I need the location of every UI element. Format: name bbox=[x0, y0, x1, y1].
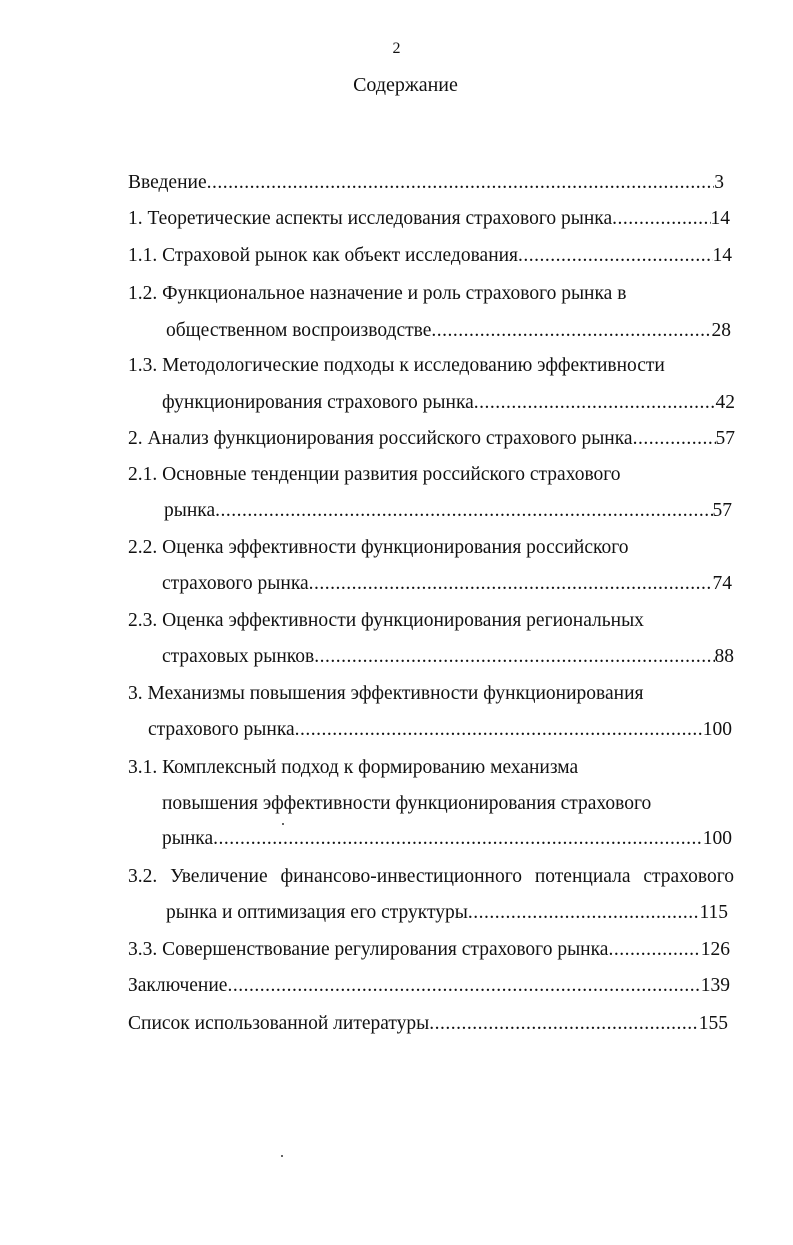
toc-leader bbox=[207, 170, 715, 196]
toc-entry-continuation[interactable] bbox=[162, 791, 651, 817]
toc-entry-title: рынка bbox=[164, 500, 216, 521]
toc-entry-word: 3.2. bbox=[128, 866, 158, 887]
toc-page-number: 88 bbox=[714, 646, 734, 667]
page-title: Содержание bbox=[353, 74, 458, 96]
toc-entry-title: Введение bbox=[128, 172, 207, 193]
toc-entry-heading[interactable] bbox=[128, 681, 643, 707]
toc-entry-continuation[interactable] bbox=[162, 826, 732, 852]
toc-leader bbox=[429, 1011, 698, 1037]
toc-leader bbox=[314, 644, 714, 670]
toc-entry[interactable] bbox=[128, 243, 732, 269]
toc-entry-title: страхового рынка bbox=[162, 573, 309, 594]
toc-entry-continuation[interactable] bbox=[162, 571, 732, 597]
toc-leader bbox=[431, 318, 711, 344]
toc-leader bbox=[213, 826, 703, 852]
toc-entry-title: 2.2. Оценка эффективности функционирования российского bbox=[128, 537, 629, 558]
toc-page-number: 126 bbox=[700, 939, 730, 960]
toc-entry-word: потенциала bbox=[534, 866, 631, 887]
toc-page-number: 100 bbox=[702, 719, 732, 740]
toc-entry-title: 2.3. Оценка эффективности функционирования региональных bbox=[128, 610, 644, 631]
toc-page-number: 115 bbox=[699, 902, 728, 923]
toc-page-number: 57 bbox=[715, 428, 735, 449]
toc-entry[interactable] bbox=[128, 973, 730, 999]
toc-entry[interactable] bbox=[128, 206, 730, 232]
toc-entry-word: финансово-инвестиционного bbox=[280, 866, 522, 887]
toc-page-number: 100 bbox=[702, 828, 732, 849]
toc-entry-continuation[interactable] bbox=[148, 717, 732, 743]
toc-entry[interactable] bbox=[128, 1011, 728, 1037]
toc-entry-title: функционирования страхового рынка bbox=[162, 392, 474, 413]
scan-speck bbox=[281, 1155, 283, 1157]
toc-entry-continuation[interactable] bbox=[164, 498, 732, 524]
toc-entry-title: 1.3. Методологические подходы к исследованию эффективности bbox=[128, 355, 665, 376]
toc-entry[interactable] bbox=[128, 170, 724, 196]
toc-leader bbox=[474, 390, 716, 416]
toc-entry[interactable] bbox=[128, 937, 730, 963]
toc-page-number: 3 bbox=[714, 172, 724, 193]
toc-entry-word: Увеличение bbox=[170, 866, 268, 887]
toc-entry-heading[interactable] bbox=[128, 608, 644, 634]
toc-leader bbox=[633, 426, 716, 452]
toc-entry-title: повышения эффективности функционирования страхового bbox=[162, 793, 652, 814]
toc-page-number: 14 bbox=[710, 208, 730, 229]
toc-entry-continuation[interactable] bbox=[162, 644, 734, 670]
toc-page-number: 14 bbox=[712, 245, 732, 266]
toc-entry-heading[interactable] bbox=[128, 864, 734, 890]
toc-entry-title: общественном воспроизводстве bbox=[166, 320, 432, 341]
toc-entry-title: 1.1. Страховой рынок как объект исследования bbox=[128, 245, 519, 266]
toc-leader bbox=[518, 243, 712, 269]
page-number: 2 bbox=[392, 40, 401, 57]
toc-entry-continuation[interactable] bbox=[162, 390, 735, 416]
toc-entry-title: Список использованной литературы bbox=[128, 1013, 430, 1034]
toc-entry-title: страхового рынка bbox=[148, 719, 295, 740]
toc-page-number: 139 bbox=[700, 975, 730, 996]
toc-leader bbox=[295, 717, 703, 743]
toc-page-number: 28 bbox=[711, 320, 731, 341]
toc-entry-title: 1.2. Функциональное назначение и роль страхового рынка в bbox=[128, 283, 627, 304]
toc-page-number: 155 bbox=[698, 1013, 728, 1034]
toc-leader bbox=[309, 571, 713, 597]
toc-entry-title: 3.3. Совершенствование регулирования страхового рынка bbox=[128, 939, 609, 960]
toc-entry-title: рынка и оптимизация его структуры bbox=[166, 902, 468, 923]
toc-entry-continuation[interactable] bbox=[166, 900, 728, 926]
toc-entry-title: рынка bbox=[162, 828, 214, 849]
toc-entry-heading[interactable] bbox=[128, 353, 665, 379]
toc-leader bbox=[215, 498, 712, 524]
toc-leader bbox=[468, 900, 700, 926]
toc-entry-continuation[interactable] bbox=[166, 318, 731, 344]
toc-page-number: 42 bbox=[715, 392, 735, 413]
toc-page-number: 57 bbox=[712, 500, 732, 521]
toc-entry-title: 3.1. Комплексный подход к формированию механизма bbox=[128, 757, 579, 778]
toc-entry-title: 2. Анализ функционирования российского страхового рынка bbox=[128, 428, 633, 449]
toc-leader bbox=[612, 206, 710, 232]
toc-entry-heading[interactable] bbox=[128, 281, 626, 307]
toc-entry-title: 2.1. Основные тенденции развития российского страхового bbox=[128, 464, 621, 485]
scan-speck bbox=[282, 823, 284, 825]
toc-page-number: 74 bbox=[712, 573, 732, 594]
toc-leader bbox=[227, 973, 700, 999]
toc-entry-title: 1. Теоретические аспекты исследования страхового рынка bbox=[128, 208, 613, 229]
toc-entry-word: страхового bbox=[643, 866, 734, 887]
toc-entry-heading[interactable] bbox=[128, 755, 578, 781]
toc-entry[interactable] bbox=[128, 426, 735, 452]
toc-entry-heading[interactable] bbox=[128, 535, 629, 561]
toc-entry-heading[interactable] bbox=[128, 462, 621, 488]
toc-entry-title: Заключение bbox=[128, 975, 228, 996]
toc-leader bbox=[608, 937, 700, 963]
toc-entry-title: страховых рынков bbox=[162, 646, 315, 667]
toc-entry-title: 3. Механизмы повышения эффективности функционирования bbox=[128, 683, 644, 704]
